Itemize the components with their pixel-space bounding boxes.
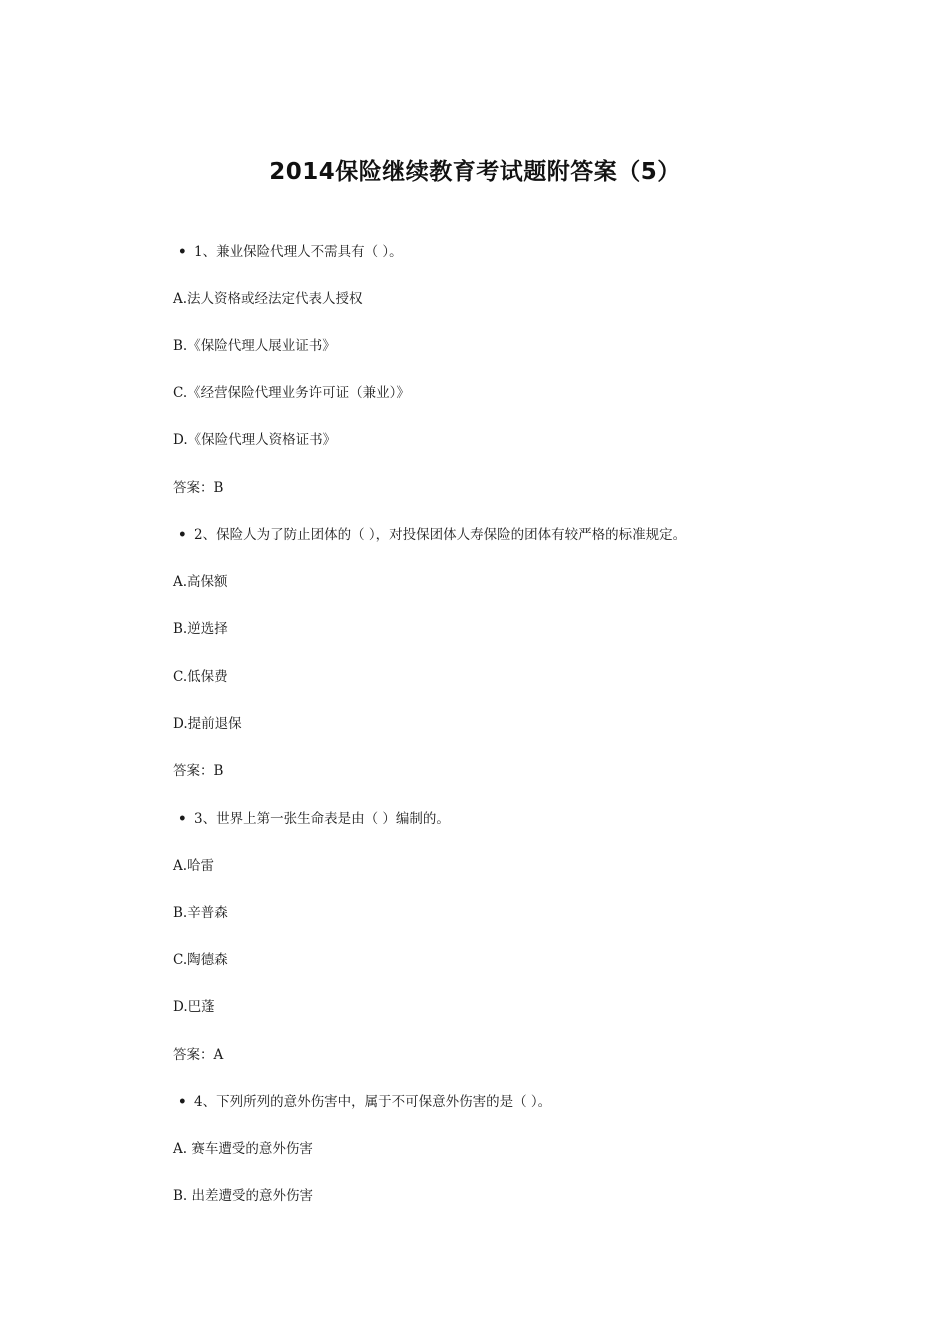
question-2	[178, 526, 686, 544]
option-a: A.高保额	[173, 574, 228, 590]
question-stem: 3、世界上第一张生命表是由（ ）编制的。	[194, 811, 450, 827]
bullet-icon: •	[178, 527, 187, 543]
option-a: A.哈雷	[173, 858, 215, 874]
answer: 答案：B	[173, 480, 224, 496]
document-title: 2014保险继续教育考试题附答案（5）	[269, 159, 681, 185]
option-d: D.提前退保	[173, 716, 242, 732]
answer: 答案：A	[173, 1047, 224, 1063]
option-a: A.法人资格或经法定代表人授权	[173, 291, 363, 307]
option-c: C.《经营保险代理业务许可证（兼业）》	[173, 385, 410, 401]
question-stem: 1、兼业保险代理人不需具有（ ）。	[194, 244, 403, 260]
option-b: B.辛普森	[173, 905, 228, 921]
question-stem: 4、下列所列的意外伤害中，属于不可保意外伤害的是（ ）。	[194, 1094, 552, 1110]
question-stem: 2、保险人为了防止团体的（ ），对投保团体人寿保险的团体有较严格的标准规定。	[194, 527, 687, 543]
option-b: B. 出差遭受的意外伤害	[173, 1188, 314, 1204]
option-c: C.低保费	[173, 669, 228, 685]
question-4	[178, 1093, 551, 1111]
bullet-icon: •	[178, 1094, 187, 1110]
question-1	[178, 243, 403, 261]
bullet-icon: •	[178, 811, 187, 827]
option-b: B.《保险代理人展业证书》	[173, 338, 336, 354]
option-a: A. 赛车遭受的意外伤害	[173, 1141, 313, 1157]
option-d: D.巴蓬	[173, 999, 215, 1015]
option-d: D.《保险代理人资格证书》	[173, 432, 337, 448]
option-c: C.陶德森	[173, 952, 228, 968]
answer: 答案：B	[173, 763, 224, 779]
option-b: B.逆选择	[173, 621, 228, 637]
bullet-icon: •	[178, 244, 187, 260]
question-3	[178, 810, 450, 828]
